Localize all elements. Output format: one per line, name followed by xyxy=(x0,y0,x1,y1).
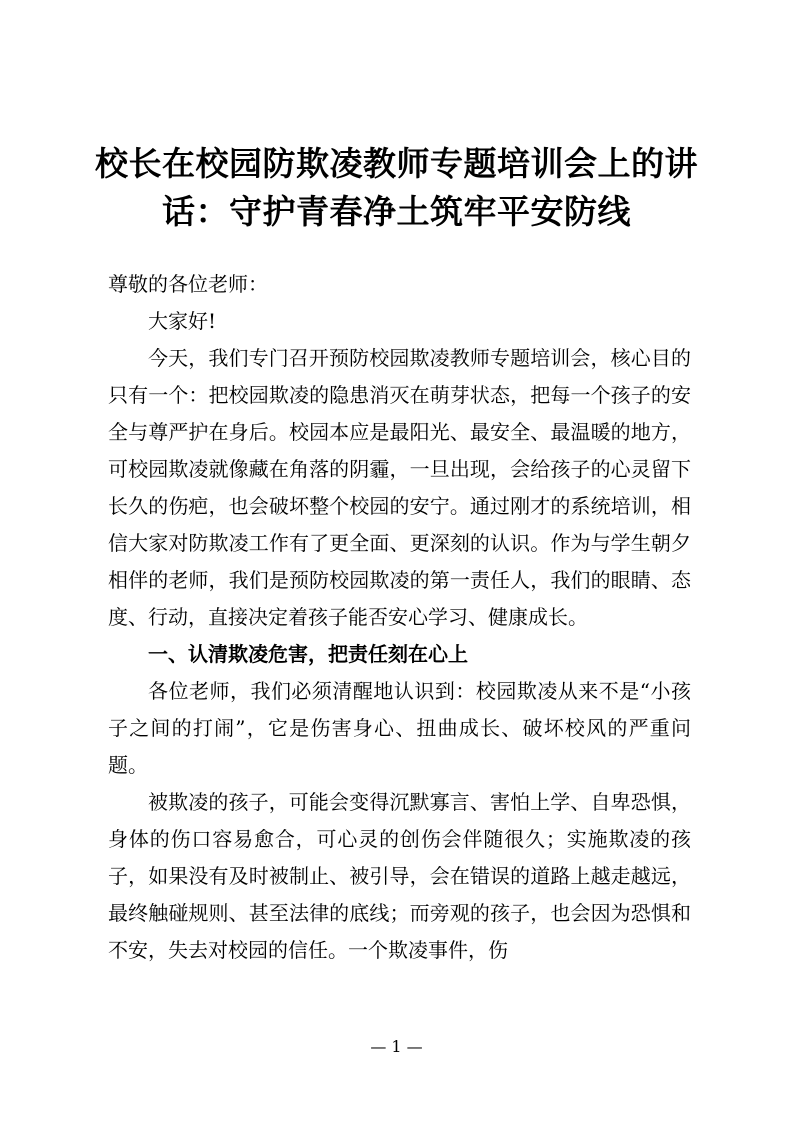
title-line-2: 话：守护青春净土筑牢平安防线 xyxy=(162,192,631,231)
document-title xyxy=(60,140,733,236)
document-body xyxy=(108,266,691,969)
paragraph-intro: 今天，我们专门召开预防校园欺凌教师专题培训会，核心目的只有一个：把校园欺凌的隐患消灭在萌芽状态，把每一个孩子的安全与尊严护在身后。校园本应是最阳光、最安全、最温暖的地方，可校园欺凌就像藏在角落的阴霾，一旦出现，会给孩子的心灵留下长久的伤疤，也会破坏整个校园的安宁。通过刚才的系统培训，相信大家对防欺凌工作有了更全面、更深刻的认识。作为与学生朝夕相伴的老师，我们是预防校园欺凌的第一责任人，我们的眼睛、态度、行动，直接决定着孩子能否安心学习、健康成长。 xyxy=(108,346,691,629)
greeting: 大家好! xyxy=(148,309,217,333)
title-line-1: 校长在校园防欺凌教师专题培训会上的讲 xyxy=(95,144,698,183)
salutation: 尊敬的各位老师： xyxy=(108,272,268,296)
page-number: — 1 — xyxy=(370,1037,423,1056)
paragraph-awareness: 各位老师，我们必须清醒地认识到：校园欺凌从来不是“小孩子之间的打闹”，它是伤害身心、扭曲成长、破坏校风的严重问题。 xyxy=(108,679,691,777)
section-heading-1: 一、认清欺凌危害，把责任刻在心上 xyxy=(148,642,468,666)
paragraph-harm: 被欺凌的孩子，可能会变得沉默寡言、害怕上学、自卑恐惧，身体的伤口容易愈合，可心灵的创伤会伴随很久；实施欺凌的孩子，如果没有及时被制止、被引导，会在错误的道路上越走越远，最终触碰规则、甚至法律的底线；而旁观的孩子，也会因为恐惧和不安，失去对校园的信任。一个欺凌事件，伤 xyxy=(108,790,691,962)
